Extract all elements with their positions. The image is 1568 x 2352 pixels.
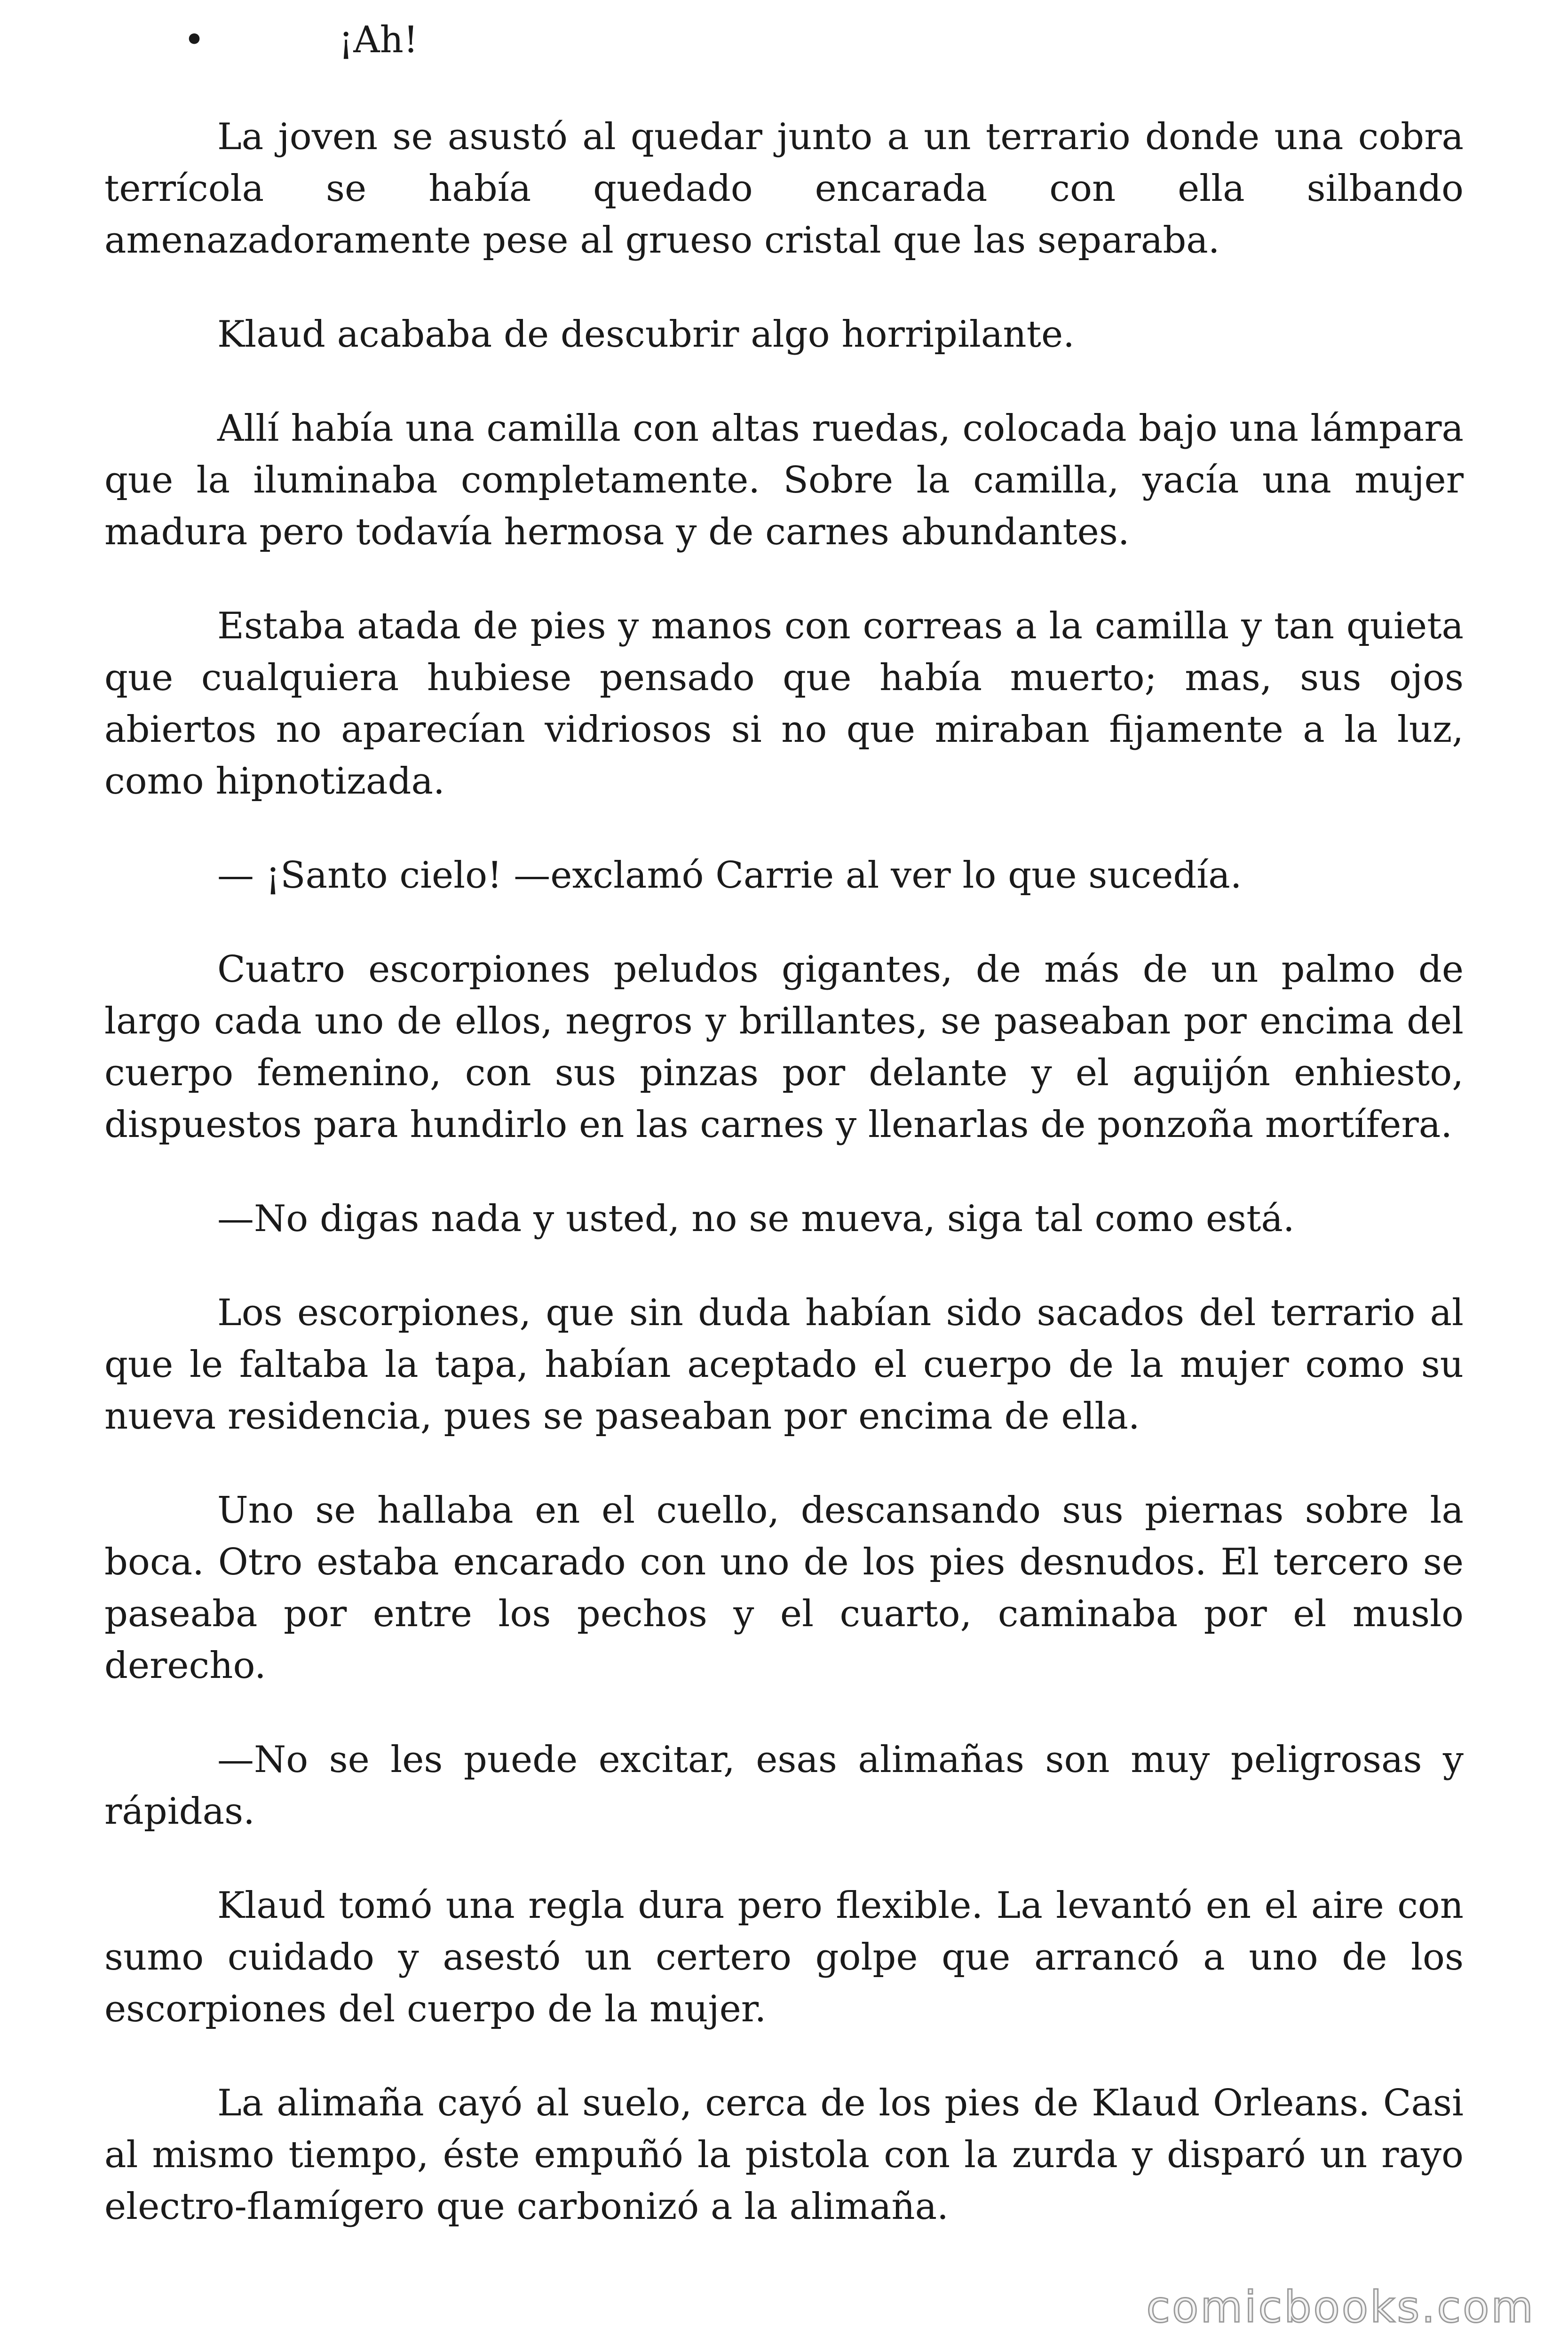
bullet-text: ¡Ah! bbox=[339, 19, 419, 61]
paragraph: Estaba atada de pies y manos con correas a la camilla y tan quieta que cualquiera hubiese pensado que había muerto; mas, sus ojos abiertos no aparecían vidriosos si no que miraban fijamente a la luz, como hipnotizada. bbox=[104, 605, 1464, 803]
bullet-item bbox=[183, 14, 418, 66]
bullet-marker: • bbox=[183, 19, 206, 61]
paragraph: Klaud tomó una regla dura pero flexible. La levantó en el aire con sumo cuidado y asestó un certero golpe que arrancó a uno de los escorpiones del cuerpo de la mujer. bbox=[104, 1884, 1464, 2030]
paragraph: Klaud acababa de descubrir algo horripilante. bbox=[217, 313, 1075, 356]
watermark: comicbooks.com bbox=[1146, 2282, 1535, 2332]
paragraph: —No digas nada y usted, no se mueva, siga tal como está. bbox=[217, 1198, 1295, 1240]
paragraph: Allí había una camilla con altas ruedas, colocada bajo una lámpara que la iluminaba completamente. Sobre la camilla, yacía una mujer madura pero todavía hermosa y de carnes abundantes. bbox=[104, 407, 1464, 553]
paragraph: Uno se hallaba en el cuello, descansando sus piernas sobre la boca. Otro estaba encarado con uno de los pies desnudos. El tercero se paseaba por entre los pechos y el cuarto, caminaba por el muslo derecho. bbox=[104, 1489, 1464, 1687]
body-text bbox=[104, 111, 1464, 2275]
paragraph: Los escorpiones, que sin duda habían sido sacados del terrario al que le faltaba la tapa, habían aceptado el cuerpo de la mujer como su nueva residencia, pues se paseaban por encima de ella. bbox=[104, 1292, 1464, 1438]
paragraph: La joven se asustó al quedar junto a un terrario donde una cobra terrícola se había quedado encarada con ella silbando amenazadoramente pese al grueso cristal que las separaba. bbox=[104, 116, 1464, 262]
paragraph: — ¡Santo cielo! —exclamó Carrie al ver lo que sucedía. bbox=[217, 854, 1242, 897]
paragraph: —No se les puede excitar, esas alimañas son muy peligrosas y rápidas. bbox=[104, 1739, 1464, 1833]
paragraph: Cuatro escorpiones peludos gigantes, de más de un palmo de largo cada uno de ellos, negros y brillantes, se paseaban por encima del cuerpo femenino, con sus pinzas por delante y el aguijón enhiesto, dispuestos para hundirlo en las carnes y llenarlas de ponzoña mortífera. bbox=[104, 948, 1464, 1146]
paragraph: La alimaña cayó al suelo, cerca de los pies de Klaud Orleans. Casi al mismo tiempo, éste empuñó la pistola con la zurda y disparó un rayo electro-flamígero que carbonizó a la alimaña. bbox=[104, 2082, 1464, 2228]
